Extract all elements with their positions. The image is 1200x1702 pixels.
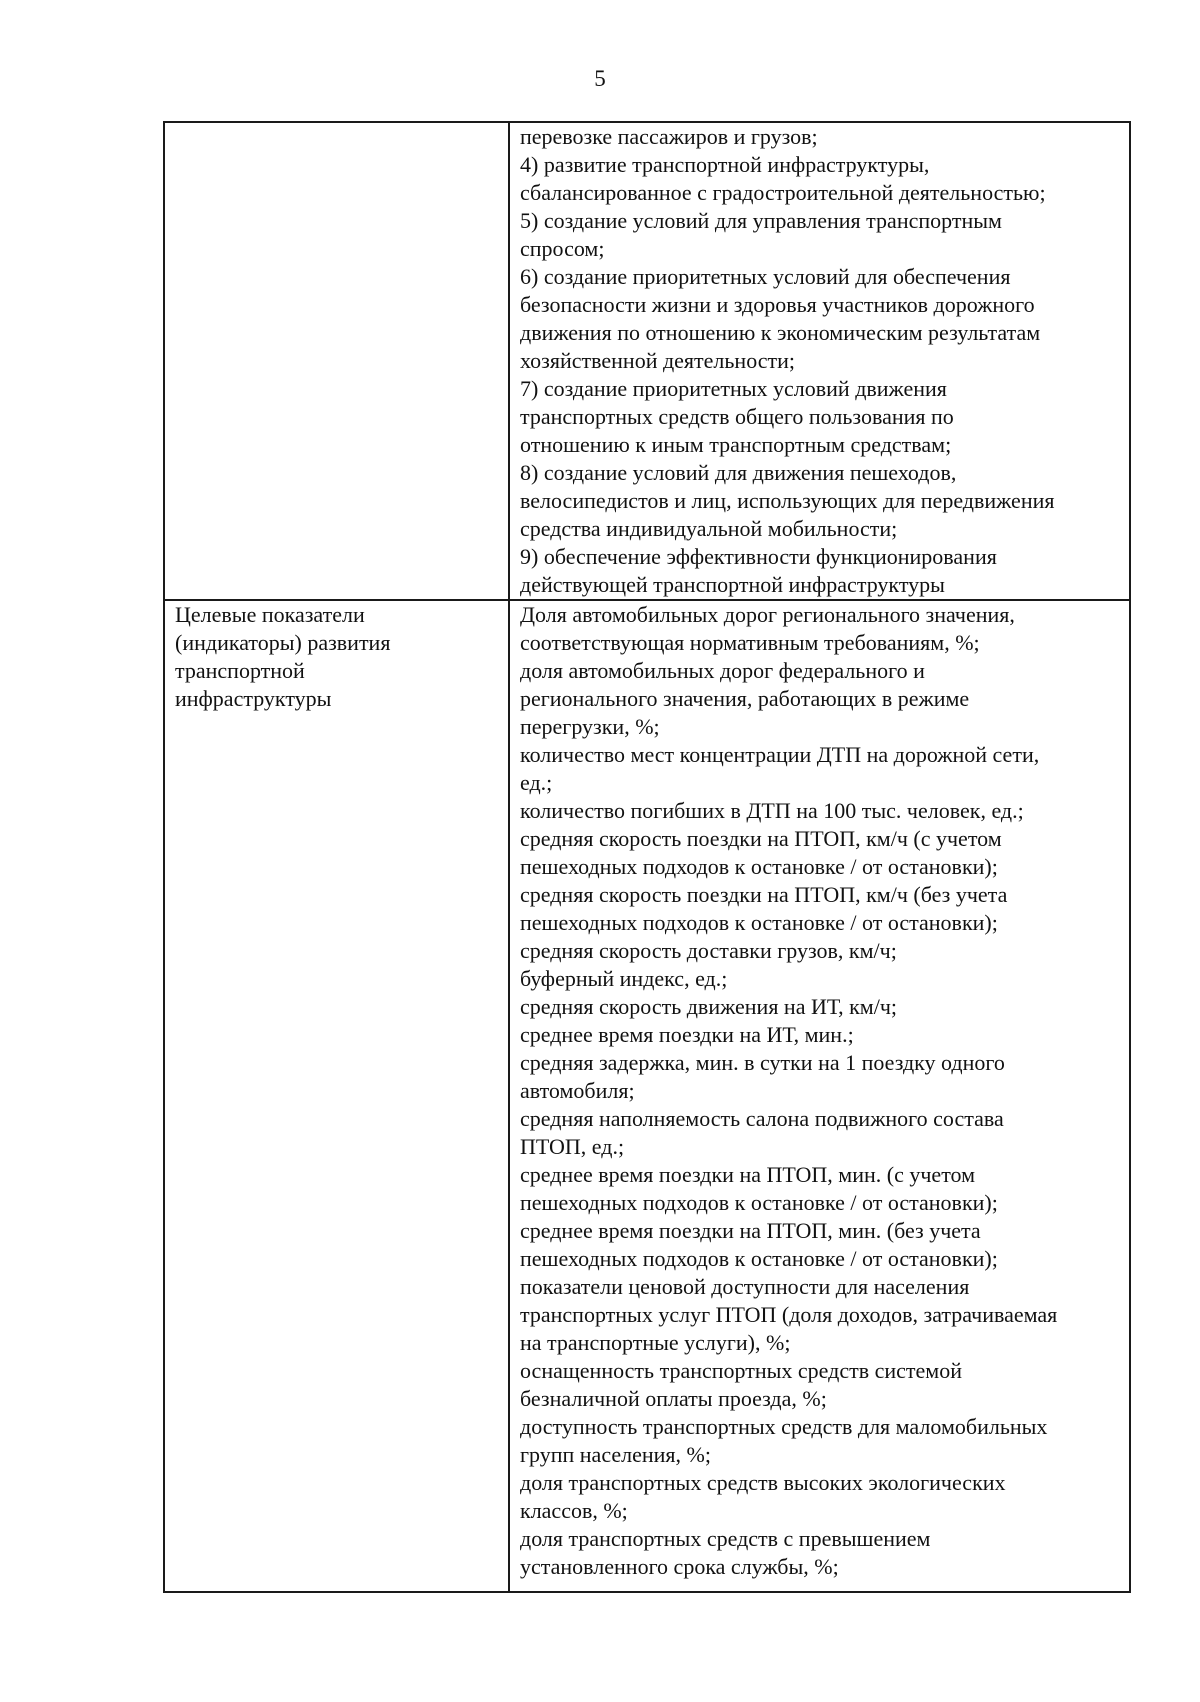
text-line: средняя задержка, мин. в сутки на 1 поездку одного	[520, 1050, 1005, 1075]
text-line: Целевые показатели	[175, 602, 365, 627]
text-line: доля автомобильных дорог федерального и	[520, 658, 925, 683]
text-line: безналичной оплаты проезда, %;	[520, 1386, 827, 1411]
text-line: пешеходных подходов к остановке / от остановки);	[520, 854, 998, 879]
text-line: велосипедистов и лиц, использующих для передвижения	[520, 488, 1055, 513]
table-cell-right	[509, 600, 1130, 1592]
text-line: соответствующая нормативным требованиям, %;	[520, 630, 980, 655]
text-line: (индикаторы) развития	[175, 630, 391, 655]
text-line: 9) обеспечение эффективности функционирования	[520, 544, 997, 569]
text-line: доля транспортных средств с превышением	[520, 1526, 931, 1551]
text-line: перегрузки, %;	[520, 714, 660, 739]
text-line: транспортных услуг ПТОП (доля доходов, затрачиваемая	[520, 1302, 1058, 1327]
table-row	[164, 600, 1130, 1592]
text-line: 5) создание условий для управления транспортным	[520, 208, 1002, 233]
table-row	[164, 122, 1130, 600]
text-line: доля транспортных средств высоких экологических	[520, 1470, 1006, 1495]
page-number: 5	[594, 66, 606, 91]
text-line: доступность транспортных средств для маломобильных	[520, 1414, 1048, 1439]
text-line: сбалансированное с градостроительной деятельностью;	[520, 180, 1046, 205]
text-line: 8) создание условий для движения пешеходов,	[520, 460, 957, 485]
text-line: пешеходных подходов к остановке / от остановки);	[520, 1190, 998, 1215]
text-line: средства индивидуальной мобильности;	[520, 516, 898, 541]
text-line: количество погибших в ДТП на 100 тыс. человек, ед.;	[520, 798, 1024, 823]
text-line: 7) создание приоритетных условий движения	[520, 376, 947, 401]
text-line: инфраструктуры	[175, 686, 332, 711]
text-line: средняя скорость доставки грузов, км/ч;	[520, 938, 897, 963]
text-line: автомобиля;	[520, 1078, 635, 1103]
text-line: групп населения, %;	[520, 1442, 711, 1467]
text-line: безопасности жизни и здоровья участников дорожного	[520, 292, 1035, 317]
text-line: пешеходных подходов к остановке / от остановки);	[520, 1246, 998, 1271]
text-line: средняя скорость поездки на ПТОП, км/ч (без учета	[520, 882, 1008, 907]
text-line: средняя скорость поездки на ПТОП, км/ч (с учетом	[520, 826, 1002, 851]
text-line: оснащенность транспортных средств системой	[520, 1358, 962, 1383]
text-line: установленного срока службы, %;	[520, 1554, 839, 1579]
text-line: на транспортные услуги), %;	[520, 1330, 791, 1355]
table-cell-left	[164, 600, 509, 1592]
text-line: 6) создание приоритетных условий для обеспечения	[520, 264, 1011, 289]
text-line: ед.;	[520, 770, 553, 795]
text-line: показатели ценовой доступности для населения	[520, 1274, 970, 1299]
table-cell-right	[509, 122, 1130, 600]
text-line: 4) развитие транспортной инфраструктуры,	[520, 152, 930, 177]
text-line: спросом;	[520, 236, 605, 261]
text-line: средняя скорость движения на ИТ, км/ч;	[520, 994, 897, 1019]
text-line: средняя наполняемость салона подвижного состава	[520, 1106, 1004, 1131]
text-line: классов, %;	[520, 1498, 628, 1523]
text-line: среднее время поездки на ИТ, мин.;	[520, 1022, 854, 1047]
text-line: буферный индекс, ед.;	[520, 966, 728, 991]
table-cell-left	[164, 122, 509, 600]
text-line: количество мест концентрации ДТП на дорожной сети,	[520, 742, 1040, 767]
text-line: перевозке пассажиров и грузов;	[520, 124, 818, 149]
text-line: транспортной	[175, 658, 305, 683]
text-line: отношению к иным транспортным средствам;	[520, 432, 952, 457]
text-line: ПТОП, ед.;	[520, 1134, 625, 1159]
text-line: среднее время поездки на ПТОП, мин. (без учета	[520, 1218, 981, 1243]
text-line: движения по отношению к экономическим результатам	[520, 320, 1041, 345]
text-line: Доля автомобильных дорог регионального значения,	[520, 602, 1015, 627]
text-line: действующей транспортной инфраструктуры	[520, 572, 945, 597]
text-line: хозяйственной деятельности;	[520, 348, 796, 373]
text-line: регионального значения, работающих в режиме	[520, 686, 970, 711]
text-line: пешеходных подходов к остановке / от остановки);	[520, 910, 998, 935]
text-line: транспортных средств общего пользования по	[520, 404, 954, 429]
text-line: среднее время поездки на ПТОП, мин. (с учетом	[520, 1162, 976, 1187]
document-table	[163, 121, 1131, 1593]
